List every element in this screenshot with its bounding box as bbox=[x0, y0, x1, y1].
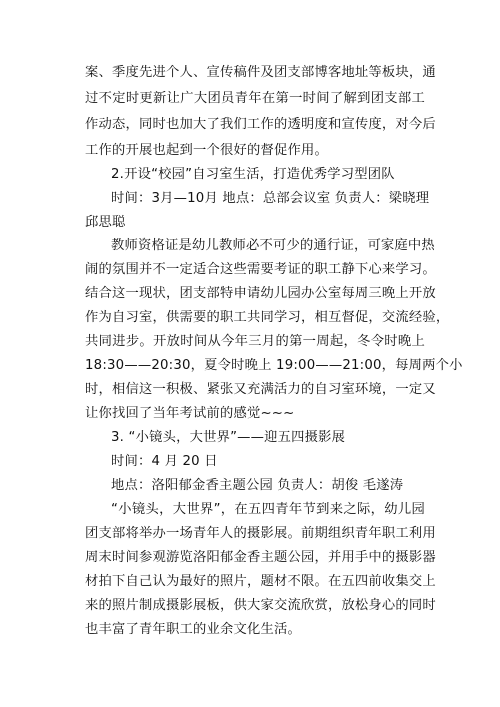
text-line: 时，相信这一积极、紧张又充满活力的自习室环境，一定又 bbox=[85, 382, 436, 397]
text-line: 过不定时更新让广大团员青年在第一时间了解到团支部工 bbox=[85, 91, 425, 106]
text-line: 结合这一现状，团支部特申请幼儿园办公室每周三晚上开放 bbox=[85, 286, 436, 301]
text-line: 作为自习室，供需要的职工共同学习，相互督促，交流经验， bbox=[85, 310, 450, 325]
text-line: 团支部将举办一场青年人的摄影展。前期组织青年职工利用 bbox=[85, 526, 436, 541]
text-line: 地点：洛阳郁金香主题公园 负责人：胡俊 毛遂涛 bbox=[111, 478, 404, 493]
text-line: 工作的开展也起到一个很好的督促作用。 bbox=[85, 143, 328, 158]
section-heading: 3. “小镜头，大世界”——迎五四摄影展 bbox=[111, 430, 346, 445]
text-line: 邱思聪 bbox=[85, 215, 126, 230]
text-line: 作动态，同时也加大了我们工作的透明度和宣传度，对今后 bbox=[85, 117, 436, 132]
text-line: 也丰富了青年职工的业余文化生活。 bbox=[85, 622, 301, 637]
section-heading: 2.开设“校园”自习室生活，打造优秀学习型团队 bbox=[111, 167, 395, 182]
text-line: 案、季度先进个人、宣传稿件及团支部博客地址等板块，通 bbox=[85, 65, 436, 80]
text-line: 周末时间参观游览洛阳郁金香主题公园，并用手中的摄影器 bbox=[85, 550, 436, 565]
text-line: “小镜头，大世界”，在五四青年节到来之际，幼儿园 bbox=[111, 502, 425, 517]
text-line: 来的照片制成摄影展板，供大家交流欣赏，放松身心的同时 bbox=[85, 598, 436, 613]
text-line: 教师资格证是幼儿教师必不可少的通行证，可家庭中热 bbox=[111, 238, 435, 253]
text-line: 材拍下自己认为最好的照片，题材不限。在五四前收集交上 bbox=[85, 574, 436, 589]
text-line: 时间：4 月 20 日 bbox=[111, 454, 218, 469]
text-line: 18:30——20:30，夏令时晚上 19:00——21:00，每周两个小 bbox=[85, 358, 463, 373]
text-line: 时间：3月—10月 地点：总部会议室 负责人：梁晓理 bbox=[111, 191, 430, 206]
text-line: 共同进步。开放时间从今年三月的第一周起，冬令时晚上 bbox=[85, 334, 425, 349]
text-line: 让你找回了当年考试前的感觉~~~ bbox=[85, 406, 295, 421]
text-line: 闹的氛围并不一定适合这些需要考证的职工静下心来学习。 bbox=[85, 262, 436, 277]
